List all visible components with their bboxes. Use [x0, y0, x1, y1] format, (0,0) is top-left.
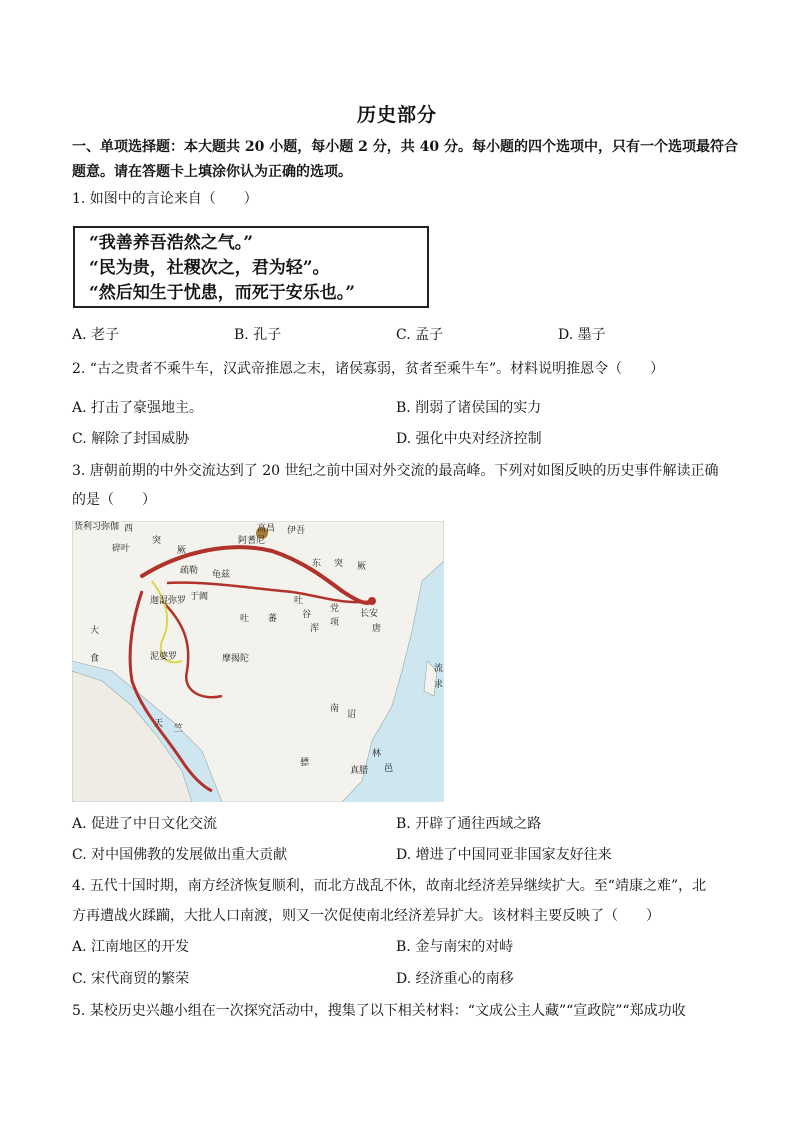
- question-3-stem-line-2: 的是（ ）: [72, 492, 156, 508]
- map-label: 货利习弥伽: [74, 522, 120, 532]
- map-label: 项: [330, 618, 340, 628]
- q3-option-b[interactable]: B. 开辟了通往西域之路: [396, 816, 542, 832]
- map-label: 迦湿弥罗: [150, 596, 187, 606]
- changan-marker: [368, 597, 376, 605]
- q4-option-d[interactable]: D. 经济重心的南移: [396, 971, 514, 987]
- q2-option-c[interactable]: C. 解除了封国威胁: [72, 431, 190, 447]
- question-3-stem-line-1: 3. 唐朝前期的中外交流达到了 20 世纪之前中国对外交流的最高峰。下列对如图反映的历史事件解读正确: [72, 463, 719, 479]
- map-label: 竺: [174, 724, 184, 734]
- map-label: 于阗: [190, 592, 209, 602]
- q2-option-a[interactable]: A. 打击了豪强地主。: [72, 400, 204, 416]
- q3-option-d[interactable]: D. 增进了中国同亚非国家友好往来: [396, 847, 612, 863]
- tang-exchange-map: [72, 521, 444, 802]
- map-svg: [72, 521, 444, 802]
- map-label: 高昌: [257, 524, 276, 534]
- q4-option-c[interactable]: C. 宋代商贸的繁荣: [72, 971, 190, 987]
- instructions-line-1: 一、单项选择题：本大题共 20 小题，每小题 2 分，共 40 分。每小题的四个选项中，只有一个选项最符合: [72, 139, 738, 155]
- map-label: 吐: [240, 614, 250, 624]
- question-2-stem: 2. “古之贵者不乘牛车，汉武帝推恩之末，诸侯寡弱，贫者至乘牛车”。材料说明推恩令（ ）: [72, 361, 665, 377]
- map-label: 求: [434, 680, 444, 690]
- map-label: 大: [90, 626, 100, 636]
- map-label: 骠: [300, 758, 310, 768]
- map-label: 东: [312, 559, 322, 569]
- map-label: 林: [372, 749, 382, 759]
- map-label: 西: [124, 524, 134, 534]
- map-label: 摩揭陀: [222, 654, 250, 664]
- map-label: 厥: [357, 562, 367, 572]
- map-label: 天: [154, 719, 164, 729]
- map-label: 阿耆尼: [238, 536, 266, 546]
- map-label: 食: [90, 654, 100, 664]
- map-label: 浑: [310, 624, 320, 634]
- map-label: 流: [434, 664, 444, 674]
- quote-line: “我善养吾浩然之气。”: [89, 233, 254, 253]
- q4-option-a[interactable]: A. 江南地区的开发: [72, 939, 190, 955]
- map-label: 诏: [347, 710, 357, 720]
- question-1-quote-box: [73, 226, 429, 308]
- map-label: 吐: [294, 596, 304, 606]
- q1-option-c[interactable]: C. 孟子: [396, 327, 444, 343]
- quote-line: “民为贵，社稷次之，君为轻”。: [89, 258, 330, 278]
- map-label: 泥婆罗: [150, 652, 178, 662]
- question-1-stem: 1. 如图中的言论来自（ ）: [72, 191, 258, 207]
- q1-option-b[interactable]: B. 孔子: [234, 327, 282, 343]
- map-label: 党: [330, 604, 340, 614]
- map-label: 长安: [360, 609, 379, 619]
- q3-option-a[interactable]: A. 促进了中日文化交流: [72, 816, 218, 832]
- map-label: 突: [152, 536, 162, 546]
- q3-option-c[interactable]: C. 对中国佛教的发展做出重大贡献: [72, 847, 288, 863]
- map-label: 伊吾: [287, 526, 306, 536]
- map-label: 蕃: [268, 614, 278, 624]
- instructions-line-2: 题意。请在答题卡上填涂你认为正确的选项。: [72, 164, 352, 180]
- quote-line: “然后知生于忧患，而死于安乐也。”: [89, 283, 356, 303]
- q4-option-b[interactable]: B. 金与南宋的对峙: [396, 939, 514, 955]
- map-label: 厥: [177, 546, 187, 556]
- map-label: 邑: [384, 764, 394, 774]
- section-title: 历史部分: [356, 104, 437, 126]
- q2-option-b[interactable]: B. 削弱了诸侯国的实力: [396, 400, 542, 416]
- question-4-stem-line-1: 4. 五代十国时期，南方经济恢复顺利，而北方战乱不休，故南北经济差异继续扩大。至“靖康之难”，北: [72, 878, 707, 894]
- map-label: 碎叶: [112, 544, 131, 554]
- map-label: 疏勒: [180, 566, 199, 576]
- map-label: 突: [334, 559, 344, 569]
- map-label: 龟兹: [212, 570, 231, 580]
- map-label: 真腊: [350, 766, 369, 776]
- map-label: 谷: [302, 610, 312, 620]
- map-label: 南: [330, 704, 340, 714]
- q2-option-d[interactable]: D. 强化中央对经济控制: [396, 431, 542, 447]
- question-5-stem-line-1: 5. 某校历史兴趣小组在一次探究活动中，搜集了以下相关材料：“文成公主人藏”“宣政院”“郑成功收: [72, 1003, 686, 1019]
- map-label: 唐: [372, 624, 382, 634]
- question-4-stem-line-2: 方再遭战火蹂躏，大批人口南渡，则又一次促使南北经济差异扩大。该材料主要反映了（ ）: [72, 908, 660, 924]
- q1-option-d[interactable]: D. 墨子: [558, 327, 606, 343]
- q1-option-a[interactable]: A. 老子: [72, 327, 120, 343]
